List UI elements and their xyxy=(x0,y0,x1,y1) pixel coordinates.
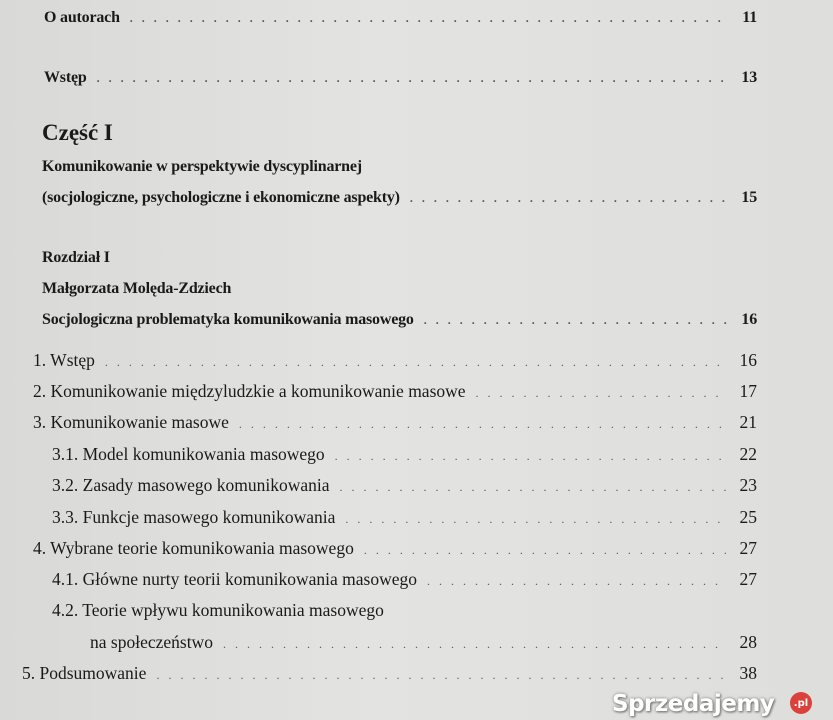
toc-entry-label-line1: 4.2. Teorie wpływu komunikowania masowego xyxy=(52,600,384,620)
page-number: 13 xyxy=(741,69,757,86)
leader-dots xyxy=(424,313,727,328)
page-number: 28 xyxy=(739,632,757,652)
leader-dots xyxy=(410,191,727,206)
entry-label: na społeczeństwo xyxy=(90,632,213,652)
page-number: 22 xyxy=(739,444,757,464)
entry-label: (socjologiczne, psychologiczne i ekonomiczne aspekty) xyxy=(42,189,400,206)
leader-dots xyxy=(345,512,727,527)
page-number: 23 xyxy=(739,475,757,495)
toc-entry-about-authors xyxy=(44,9,757,27)
toc-entry xyxy=(90,632,757,653)
watermark-logo: Sprzedajemy xyxy=(612,691,775,717)
part-subtitle: Komunikowanie w perspektywie dyscyplinarnej xyxy=(42,158,362,175)
page-number: 21 xyxy=(739,412,757,432)
toc-entry-chapter-1 xyxy=(42,311,757,329)
toc-entry xyxy=(52,444,757,465)
entry-label: 5. Podsumowanie xyxy=(22,663,147,683)
entry-label: 3.2. Zasady masowego komunikowania xyxy=(52,475,330,495)
toc-entry xyxy=(52,475,757,496)
leader-dots xyxy=(340,480,727,495)
entry-label: 1. Wstęp xyxy=(33,350,95,370)
leader-dots xyxy=(130,11,727,26)
leader-dots xyxy=(335,449,727,464)
page-number: 11 xyxy=(742,9,757,26)
entry-label: Wstęp xyxy=(44,69,87,86)
entry-label: 4. Wybrane teorie komunikowania masowego xyxy=(33,538,354,558)
page-number: 25 xyxy=(739,507,757,527)
entry-label: 3.3. Funkcje masowego komunikowania xyxy=(52,507,336,527)
chapter-author: Małgorzata Molęda-Zdziech xyxy=(42,280,232,297)
toc-entry xyxy=(33,412,757,433)
toc-entry xyxy=(52,569,757,590)
leader-dots xyxy=(364,543,727,558)
chapter-label: Rozdział I xyxy=(42,249,110,266)
entry-label: O autorach xyxy=(44,9,120,26)
toc-entry-part-1 xyxy=(42,189,757,207)
toc-entry xyxy=(22,663,757,684)
toc-entry-introduction xyxy=(44,69,757,87)
entry-label: 3.1. Model komunikowania masowego xyxy=(52,444,325,464)
leader-dots xyxy=(97,71,727,86)
leader-dots xyxy=(156,668,727,683)
leader-dots xyxy=(223,637,727,652)
leader-dots xyxy=(427,574,727,589)
leader-dots xyxy=(239,417,727,432)
page-number: 15 xyxy=(741,189,757,206)
leader-dots xyxy=(476,386,727,401)
part-title: Część I xyxy=(42,120,113,145)
watermark-badge: .pl xyxy=(790,692,812,714)
toc-entry xyxy=(33,381,757,402)
toc-entry xyxy=(52,507,757,528)
page-number: 16 xyxy=(741,311,757,328)
entry-label: Socjologiczna problematyka komunikowania masowego xyxy=(42,311,414,328)
entry-label: 2. Komunikowanie międzyludzkie a komunikowanie masowe xyxy=(33,381,466,401)
entry-label: 3. Komunikowanie masowe xyxy=(33,412,229,432)
page-number: 16 xyxy=(739,350,757,370)
toc-entry xyxy=(33,350,757,371)
page-number: 17 xyxy=(739,381,757,401)
leader-dots xyxy=(105,355,727,370)
page-number: 38 xyxy=(739,663,757,683)
toc-entry xyxy=(33,538,757,559)
entry-label: 4.1. Główne nurty teorii komunikowania masowego xyxy=(52,569,418,589)
page-number: 27 xyxy=(739,569,757,589)
page-number: 27 xyxy=(739,538,757,558)
